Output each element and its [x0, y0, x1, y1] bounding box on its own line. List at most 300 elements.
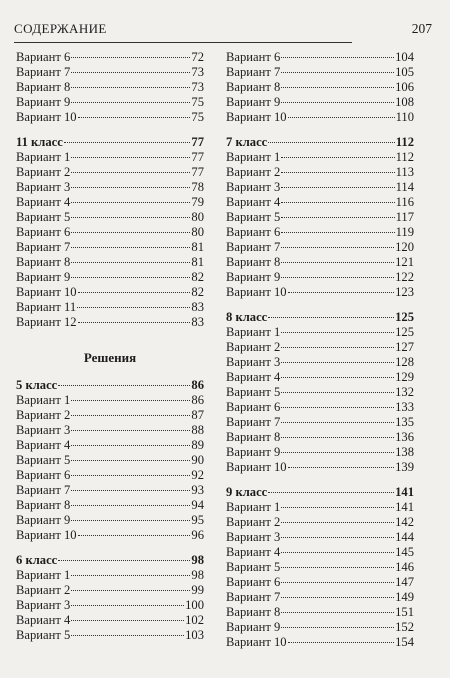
toc-entry-page: 125 — [395, 310, 414, 324]
toc-entry-page: 108 — [395, 95, 414, 109]
leader-dots — [78, 535, 191, 536]
toc-entry-page: 77 — [191, 150, 204, 164]
toc-entry[interactable] — [16, 453, 204, 468]
toc-entry-page: 129 — [395, 370, 414, 384]
page-number: 207 — [411, 21, 432, 36]
toc-entry-label: Вариант 1 — [226, 500, 281, 514]
toc-entry-label: Вариант 4 — [226, 195, 281, 209]
toc-entry[interactable] — [226, 340, 414, 355]
toc-entry-label: Вариант 3 — [16, 598, 71, 612]
toc-entry[interactable] — [226, 180, 414, 195]
toc-entry[interactable] — [226, 385, 414, 400]
toc-entry-page: 132 — [395, 385, 414, 399]
toc-column-right — [226, 50, 414, 650]
toc-entry-label: Вариант 6 — [226, 575, 281, 589]
toc-entry-label: Вариант 10 — [16, 528, 77, 542]
toc-entry[interactable] — [16, 210, 204, 225]
toc-entry[interactable] — [16, 300, 204, 315]
toc-entry-label: 11 класс — [16, 135, 63, 149]
toc-entry-page: 82 — [191, 270, 204, 284]
toc-entry-page: 138 — [395, 445, 414, 459]
toc-entry-label: 5 класс — [16, 378, 58, 392]
toc-entry-page: 125 — [395, 325, 414, 339]
toc-entry[interactable] — [226, 370, 414, 385]
leader-dots — [281, 392, 394, 393]
leader-dots — [288, 292, 395, 293]
toc-entry-label: Вариант 7 — [16, 65, 71, 79]
toc-group — [16, 150, 204, 330]
toc-entry-page: 83 — [191, 315, 204, 329]
toc-entry[interactable] — [226, 165, 414, 180]
leader-dots — [58, 385, 190, 386]
toc-entry-label: Вариант 9 — [16, 95, 71, 109]
leader-dots — [281, 157, 394, 158]
leader-dots — [71, 172, 190, 173]
leader-dots — [281, 452, 394, 453]
toc-grade-entry[interactable] — [16, 553, 204, 568]
toc-entry-label: Вариант 2 — [16, 408, 71, 422]
toc-entry[interactable] — [16, 583, 204, 598]
leader-dots — [281, 612, 394, 613]
leader-dots — [281, 407, 394, 408]
leader-dots — [281, 247, 394, 248]
toc-entry-page: 146 — [395, 560, 414, 574]
leader-dots — [71, 520, 190, 521]
toc-entry[interactable] — [226, 590, 414, 605]
toc-entry-label: Вариант 6 — [16, 468, 71, 482]
toc-grade-entry[interactable] — [16, 135, 204, 150]
toc-entry[interactable] — [226, 80, 414, 95]
toc-entry[interactable] — [226, 210, 414, 225]
toc-entry-label: Вариант 6 — [226, 400, 281, 414]
leader-dots — [71, 102, 190, 103]
toc-group — [226, 325, 414, 475]
toc-entry-page: 142 — [395, 515, 414, 529]
toc-entry-label: Вариант 8 — [226, 80, 281, 94]
toc-entry-label: Вариант 4 — [16, 195, 71, 209]
leader-dots — [71, 277, 190, 278]
leader-dots — [71, 635, 184, 636]
toc-entry[interactable] — [226, 500, 414, 515]
leader-dots — [71, 157, 190, 158]
toc-entry-page: 98 — [191, 553, 204, 567]
leader-dots — [281, 582, 394, 583]
toc-entry[interactable] — [16, 180, 204, 195]
toc-entry-label: Вариант 5 — [226, 210, 281, 224]
toc-group — [16, 393, 204, 543]
toc-entry[interactable] — [16, 498, 204, 513]
toc-entry-label: Вариант 5 — [226, 560, 281, 574]
leader-dots — [78, 292, 191, 293]
toc-entry-label: Вариант 3 — [226, 530, 281, 544]
toc-entry[interactable] — [16, 468, 204, 483]
toc-entry-page: 116 — [395, 195, 414, 209]
toc-entry[interactable] — [226, 605, 414, 620]
leader-dots — [71, 202, 190, 203]
toc-entry-page: 100 — [185, 598, 204, 612]
leader-dots — [78, 322, 191, 323]
toc-entry-page: 147 — [395, 575, 414, 589]
toc-entry-page: 113 — [395, 165, 414, 179]
toc-entry[interactable] — [226, 460, 414, 475]
leader-dots — [281, 362, 394, 363]
toc-entry-page: 92 — [191, 468, 204, 482]
leader-dots — [71, 262, 190, 263]
toc-entry-page: 78 — [191, 180, 204, 194]
toc-entry[interactable] — [16, 65, 204, 80]
toc-entry[interactable] — [16, 613, 204, 628]
leader-dots — [71, 57, 190, 58]
toc-entry-label: Вариант 5 — [16, 210, 71, 224]
toc-entry-page: 151 — [395, 605, 414, 619]
leader-dots — [281, 72, 394, 73]
toc-entry-label: Вариант 5 — [226, 385, 281, 399]
leader-dots — [281, 202, 394, 203]
toc-entry-page: 114 — [395, 180, 414, 194]
toc-entry-label: Вариант 9 — [16, 270, 71, 284]
leader-dots — [71, 217, 190, 218]
leader-dots — [71, 460, 190, 461]
leader-dots — [281, 332, 394, 333]
toc-entry-page: 86 — [191, 393, 204, 407]
toc-entry-label: Вариант 9 — [16, 513, 71, 527]
toc-group — [226, 50, 414, 125]
leader-dots — [281, 172, 394, 173]
leader-dots — [71, 415, 190, 416]
toc-grade-entry[interactable] — [16, 378, 204, 393]
toc-entry-page: 133 — [395, 400, 414, 414]
toc-entry-label: Вариант 10 — [16, 285, 77, 299]
section-title: Решения — [83, 350, 137, 365]
toc-entry-label: Вариант 5 — [16, 628, 71, 642]
toc-entry-page: 117 — [395, 210, 414, 224]
leader-dots — [77, 307, 190, 308]
toc-entry-label: Вариант 2 — [226, 515, 281, 529]
leader-dots — [64, 142, 191, 143]
toc-entry[interactable] — [16, 110, 204, 125]
toc-entry[interactable] — [16, 513, 204, 528]
toc-entry[interactable] — [16, 240, 204, 255]
toc-entry-page: 136 — [395, 430, 414, 444]
leader-dots — [281, 262, 394, 263]
toc-entry[interactable] — [226, 430, 414, 445]
toc-entry[interactable] — [16, 568, 204, 583]
page-header — [14, 21, 432, 43]
toc-entry[interactable] — [226, 545, 414, 560]
leader-dots — [281, 507, 394, 508]
toc-entry-label: Вариант 10 — [226, 635, 287, 649]
toc-entry-label: Вариант 3 — [226, 355, 281, 369]
toc-entry[interactable] — [16, 438, 204, 453]
toc-entry[interactable] — [16, 528, 204, 543]
toc-group — [16, 568, 204, 643]
toc-entry-label: Вариант 8 — [16, 80, 71, 94]
toc-entry[interactable] — [16, 598, 204, 613]
toc-entry-label: Вариант 8 — [226, 605, 281, 619]
toc-entry-page: 102 — [185, 613, 204, 627]
leader-dots — [71, 232, 190, 233]
toc-entry-label: Вариант 10 — [16, 110, 77, 124]
toc-entry-page: 127 — [395, 340, 414, 354]
toc-entry-page: 83 — [191, 300, 204, 314]
toc-entry-label: Вариант 6 — [226, 225, 281, 239]
leader-dots — [281, 537, 394, 538]
toc-entry[interactable] — [16, 195, 204, 210]
leader-dots — [71, 430, 190, 431]
toc-entry-label: Вариант 4 — [226, 370, 281, 384]
toc-entry-page: 141 — [395, 500, 414, 514]
leader-dots — [281, 522, 394, 523]
leader-dots — [71, 400, 190, 401]
toc-entry-label: 8 класс — [226, 310, 268, 324]
leader-dots — [281, 597, 394, 598]
toc-entry[interactable] — [16, 423, 204, 438]
toc-entry[interactable] — [16, 50, 204, 65]
leader-dots — [71, 575, 190, 576]
toc-entry-page: 75 — [191, 95, 204, 109]
toc-entry-page: 128 — [395, 355, 414, 369]
toc-entry-label: Вариант 3 — [16, 180, 71, 194]
leader-dots — [268, 142, 395, 143]
toc-entry-page: 77 — [191, 165, 204, 179]
toc-entry[interactable] — [16, 165, 204, 180]
toc-grade-entry[interactable] — [226, 135, 414, 150]
toc-entry-page: 75 — [191, 110, 204, 124]
toc-entry[interactable] — [226, 325, 414, 340]
toc-entry[interactable] — [226, 620, 414, 635]
toc-entry[interactable] — [16, 315, 204, 330]
toc-entry-label: Вариант 12 — [16, 315, 77, 329]
toc-entry-label: Вариант 9 — [226, 445, 281, 459]
toc-entry-label: Вариант 1 — [226, 325, 281, 339]
toc-entry[interactable] — [16, 285, 204, 300]
toc-entry[interactable] — [16, 270, 204, 285]
toc-entry[interactable] — [226, 110, 414, 125]
toc-entry-page: 87 — [191, 408, 204, 422]
toc-entry[interactable] — [226, 285, 414, 300]
toc-entry-label: Вариант 5 — [16, 453, 71, 467]
leader-dots — [288, 642, 395, 643]
toc-entry-page: 141 — [395, 485, 414, 499]
toc-entry-page: 95 — [191, 513, 204, 527]
toc-entry-label: Вариант 1 — [16, 150, 71, 164]
toc-entry[interactable] — [226, 95, 414, 110]
toc-entry-label: Вариант 7 — [226, 415, 281, 429]
toc-entry-page: 79 — [191, 195, 204, 209]
toc-entry-page: 94 — [191, 498, 204, 512]
toc-entry-page: 99 — [191, 583, 204, 597]
leader-dots — [281, 187, 394, 188]
header-rule — [14, 42, 352, 43]
toc-entry[interactable] — [226, 150, 414, 165]
toc-entry-page: 82 — [191, 285, 204, 299]
leader-dots — [268, 492, 394, 493]
leader-dots — [71, 475, 190, 476]
leader-dots — [71, 445, 190, 446]
leader-dots — [71, 505, 190, 506]
toc-entry-label: Вариант 8 — [226, 255, 281, 269]
toc-entry-page: 110 — [395, 110, 414, 124]
toc-entry[interactable] — [16, 255, 204, 270]
leader-dots — [268, 317, 394, 318]
toc-entry[interactable] — [226, 530, 414, 545]
leader-dots — [71, 72, 190, 73]
toc-entry-page: 144 — [395, 530, 414, 544]
toc-entry-label: Вариант 8 — [16, 255, 71, 269]
leader-dots — [288, 117, 395, 118]
toc-entry-label: Вариант 6 — [16, 225, 71, 239]
leader-dots — [288, 467, 395, 468]
toc-entry[interactable] — [226, 635, 414, 650]
toc-entry-page: 77 — [191, 135, 204, 149]
leader-dots — [71, 620, 184, 621]
toc-entry-page: 145 — [395, 545, 414, 559]
toc-entry[interactable] — [226, 355, 414, 370]
toc-entry[interactable] — [226, 400, 414, 415]
leader-dots — [281, 422, 394, 423]
toc-grade-entry[interactable] — [226, 310, 414, 325]
toc-entry-label: Вариант 7 — [226, 240, 281, 254]
leader-dots — [71, 605, 184, 606]
leader-dots — [281, 377, 394, 378]
toc-entry-page: 154 — [395, 635, 414, 649]
leader-dots — [281, 217, 394, 218]
toc-entry[interactable] — [226, 575, 414, 590]
toc-entry[interactable] — [16, 628, 204, 643]
toc-entry-label: Вариант 7 — [226, 590, 281, 604]
toc-entry[interactable] — [226, 560, 414, 575]
toc-entry-label: Вариант 4 — [16, 438, 71, 452]
toc-entry-label: Вариант 4 — [16, 613, 71, 627]
toc-entry-page: 88 — [191, 423, 204, 437]
toc-entry-page: 120 — [395, 240, 414, 254]
toc-entry-label: Вариант 1 — [16, 393, 71, 407]
toc-entry-label: Вариант 8 — [226, 430, 281, 444]
header-title: СОДЕРЖАНИЕ — [14, 21, 107, 36]
toc-entry[interactable] — [16, 393, 204, 408]
leader-dots — [58, 560, 190, 561]
toc-entry-page: 152 — [395, 620, 414, 634]
toc-entry-label: Вариант 7 — [16, 483, 71, 497]
leader-dots — [71, 187, 190, 188]
leader-dots — [281, 347, 394, 348]
toc-entry-page: 121 — [395, 255, 414, 269]
toc-entry-page: 98 — [191, 568, 204, 582]
leader-dots — [281, 567, 394, 568]
toc-entry[interactable] — [16, 225, 204, 240]
toc-entry-label: Вариант 8 — [16, 498, 71, 512]
leader-dots — [281, 232, 394, 233]
toc-entry-page: 72 — [191, 50, 204, 64]
toc-entry[interactable] — [16, 80, 204, 95]
toc-group — [226, 500, 414, 650]
toc-entry-page: 90 — [191, 453, 204, 467]
toc-entry-page: 81 — [191, 240, 204, 254]
toc-entry-label: Вариант 9 — [226, 95, 281, 109]
toc-entry[interactable] — [16, 150, 204, 165]
toc-entry-label: 9 класс — [226, 485, 268, 499]
toc-entry-label: Вариант 10 — [226, 110, 287, 124]
toc-entry-page: 139 — [395, 460, 414, 474]
toc-group — [226, 150, 414, 300]
toc-grade-entry[interactable] — [226, 485, 414, 500]
toc-entry-page: 80 — [191, 210, 204, 224]
toc-entry-label: Вариант 9 — [226, 620, 281, 634]
leader-dots — [71, 490, 190, 491]
leader-dots — [71, 247, 190, 248]
toc-entry-page: 96 — [191, 528, 204, 542]
toc-entry[interactable] — [16, 483, 204, 498]
toc-entry-page: 149 — [395, 590, 414, 604]
toc-entry[interactable] — [226, 445, 414, 460]
leader-dots — [281, 87, 394, 88]
toc-entry-page: 119 — [395, 225, 414, 239]
toc-entry-label: Вариант 2 — [226, 165, 281, 179]
toc-entry[interactable] — [226, 65, 414, 80]
toc-entry-label: 6 класс — [16, 553, 58, 567]
toc-entry-label: Вариант 1 — [16, 568, 71, 582]
toc-entry[interactable] — [226, 255, 414, 270]
toc-entry[interactable] — [226, 195, 414, 210]
toc-entry-label: Вариант 3 — [226, 180, 281, 194]
toc-entry-label: Вариант 11 — [16, 300, 77, 314]
leader-dots — [281, 552, 394, 553]
leader-dots — [71, 87, 190, 88]
toc-entry-label: Вариант 3 — [16, 423, 71, 437]
toc-entry-label: Вариант 2 — [16, 583, 71, 597]
leader-dots — [281, 437, 394, 438]
toc-entry[interactable] — [226, 240, 414, 255]
toc-entry-page: 89 — [191, 438, 204, 452]
toc-entry-label: Вариант 2 — [226, 340, 281, 354]
toc-entry-label: Вариант 4 — [226, 545, 281, 559]
toc-entry[interactable] — [16, 95, 204, 110]
toc-entry-page: 104 — [395, 50, 414, 64]
toc-group — [16, 50, 204, 125]
toc-entry-label: Вариант 10 — [226, 460, 287, 474]
toc-column-left — [16, 50, 204, 643]
toc-entry-page: 73 — [191, 80, 204, 94]
leader-dots — [281, 277, 394, 278]
toc-entry-page: 106 — [395, 80, 414, 94]
toc-entry-label: Вариант 2 — [16, 165, 71, 179]
toc-entry-page: 81 — [191, 255, 204, 269]
leader-dots — [281, 627, 394, 628]
toc-entry-label: Вариант 7 — [226, 65, 281, 79]
leader-dots — [281, 57, 394, 58]
leader-dots — [78, 117, 191, 118]
toc-entry-page: 80 — [191, 225, 204, 239]
toc-entry[interactable] — [226, 50, 414, 65]
toc-entry-label: Вариант 1 — [226, 150, 281, 164]
toc-entry[interactable] — [226, 270, 414, 285]
toc-entry-label: Вариант 9 — [226, 270, 281, 284]
toc-entry-page: 93 — [191, 483, 204, 497]
toc-entry-page: 135 — [395, 415, 414, 429]
toc-entry-page: 112 — [395, 150, 414, 164]
toc-entry-page: 123 — [395, 285, 414, 299]
toc-entry-label: Вариант 10 — [226, 285, 287, 299]
toc-entry-label: 7 класс — [226, 135, 268, 149]
toc-entry[interactable] — [226, 225, 414, 240]
toc-entry[interactable] — [226, 415, 414, 430]
toc-entry-page: 73 — [191, 65, 204, 79]
toc-entry-page: 86 — [191, 378, 204, 392]
toc-entry-page: 112 — [395, 135, 414, 149]
toc-entry[interactable] — [16, 408, 204, 423]
toc-entry-label: Вариант 7 — [16, 240, 71, 254]
toc-entry[interactable] — [226, 515, 414, 530]
